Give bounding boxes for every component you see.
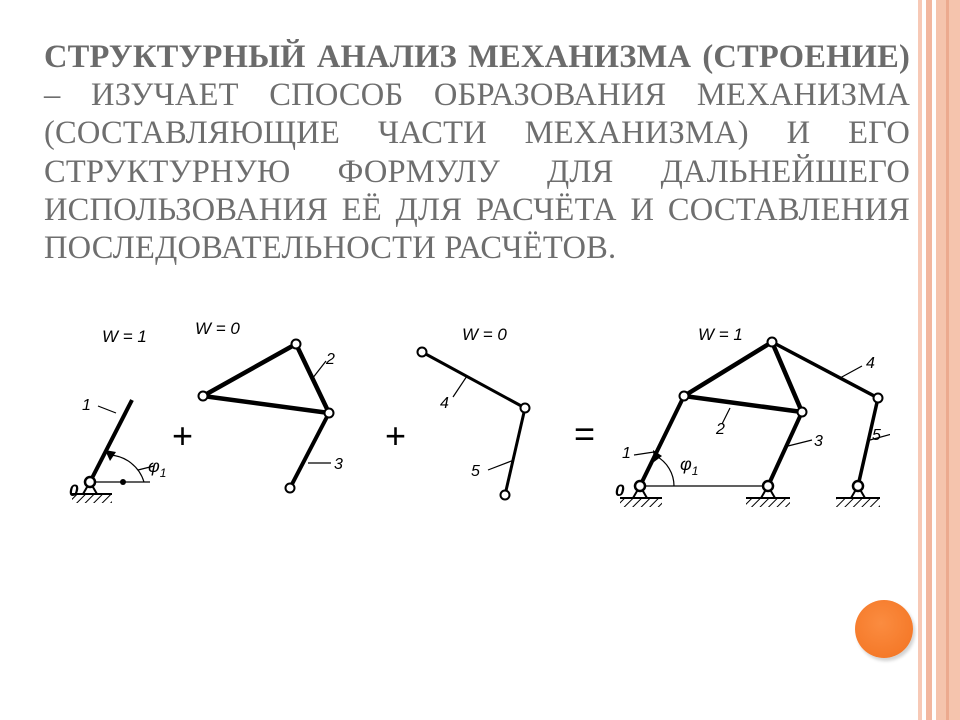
orange-circle-decoration [855, 600, 913, 658]
joint-a [199, 392, 208, 401]
full-angle-arc [656, 456, 674, 486]
frame-label-0: 0 [69, 481, 79, 500]
term-heading: СТРУКТУРНЫЙ АНАЛИЗ МЕХАНИЗМА (СТРОЕНИЕ) [44, 39, 910, 75]
decorative-stripe-4 [946, 0, 949, 720]
plus-operator-2: + [385, 415, 407, 456]
w-label-1: W = 1 [102, 327, 147, 346]
w-label-3: W = 0 [462, 325, 507, 344]
w-label-4: W = 1 [698, 325, 743, 344]
full-link-5-label: 5 [872, 427, 881, 444]
full-link-3 [768, 412, 802, 486]
link-2-coupler [203, 344, 329, 413]
full-leader-1 [634, 452, 654, 455]
mechanism-structure-diagram [50, 300, 890, 530]
full-leader-3 [788, 440, 812, 446]
leader-1 [98, 406, 116, 413]
full-joint-f [874, 394, 883, 403]
joint-f [521, 404, 530, 413]
full-ground-hatch-3 [746, 499, 790, 507]
full-joint-o [635, 481, 645, 491]
reference-point [120, 479, 126, 485]
link-1-label: 1 [82, 397, 91, 414]
full-link-1-label: 1 [622, 445, 631, 462]
full-link-4 [772, 342, 878, 398]
definition-text: – ИЗУЧАЕТ СПОСОБ ОБРАЗОВАНИЯ МЕХАНИЗМА (СОСТАВЛЯЮЩИЕ ЧАСТИ МЕХАНИЗМА) И ЕГО СТРУКТУРНУЮ ФОРМУЛУ ДЛЯ ДАЛЬНЕЙШЕГО ИСПОЛЬЗОВАНИЯ ЕЁ ДЛЯ РАСЧЁТА И СОСТАВЛЕНИЯ ПОСЛЕДОВАТЕЛЬНОСТИ РАСЧЁТОВ. [44, 77, 910, 267]
decorative-stripe-2 [926, 0, 932, 720]
full-ground-hatch-5 [836, 499, 880, 507]
joint-g [501, 491, 510, 500]
angle-arc [110, 455, 144, 482]
angle-label: $\varphi_1$ [148, 456, 167, 480]
full-joint-c [798, 408, 807, 417]
link-3-label: 3 [334, 456, 343, 473]
full-joint-d [763, 481, 773, 491]
group-dyad-4-5 [418, 325, 530, 500]
full-frame-label-0: 0 [615, 481, 625, 500]
group-full-mechanism [615, 325, 890, 507]
full-link-2 [684, 342, 802, 412]
full-link-4-label: 4 [866, 355, 875, 372]
full-joint-b [768, 338, 777, 347]
link-4-label: 4 [440, 395, 449, 412]
full-link-1 [640, 396, 684, 486]
w-label-2: W = 0 [195, 319, 240, 338]
link-1-crank [90, 400, 132, 482]
joint-e [418, 348, 427, 357]
pivot-0 [85, 477, 95, 487]
leader-4 [453, 376, 467, 397]
leader-2 [312, 361, 326, 379]
joint-c [325, 409, 334, 418]
plus-operator-1: + [172, 415, 194, 456]
full-link-2-label: 2 [716, 421, 725, 438]
link-3-rocker [290, 413, 329, 488]
full-leader-4 [840, 366, 862, 378]
full-joint-g [853, 481, 863, 491]
full-joint-a [680, 392, 689, 401]
link-5-label: 5 [471, 463, 480, 480]
link-4 [422, 352, 525, 408]
decorative-stripe-1 [918, 0, 922, 720]
full-link-3-label: 3 [814, 433, 823, 450]
full-ground-hatch-0 [620, 499, 662, 507]
equals-operator: = [574, 413, 596, 454]
full-angle-label: $\varphi_1$ [680, 454, 699, 478]
group-crank [69, 327, 166, 503]
group-dyad-2-3 [195, 319, 343, 493]
link-5 [505, 408, 525, 495]
joint-d [286, 484, 295, 493]
joint-b [292, 340, 301, 349]
definition-paragraph [44, 38, 910, 267]
link-2-label: 2 [326, 351, 335, 368]
